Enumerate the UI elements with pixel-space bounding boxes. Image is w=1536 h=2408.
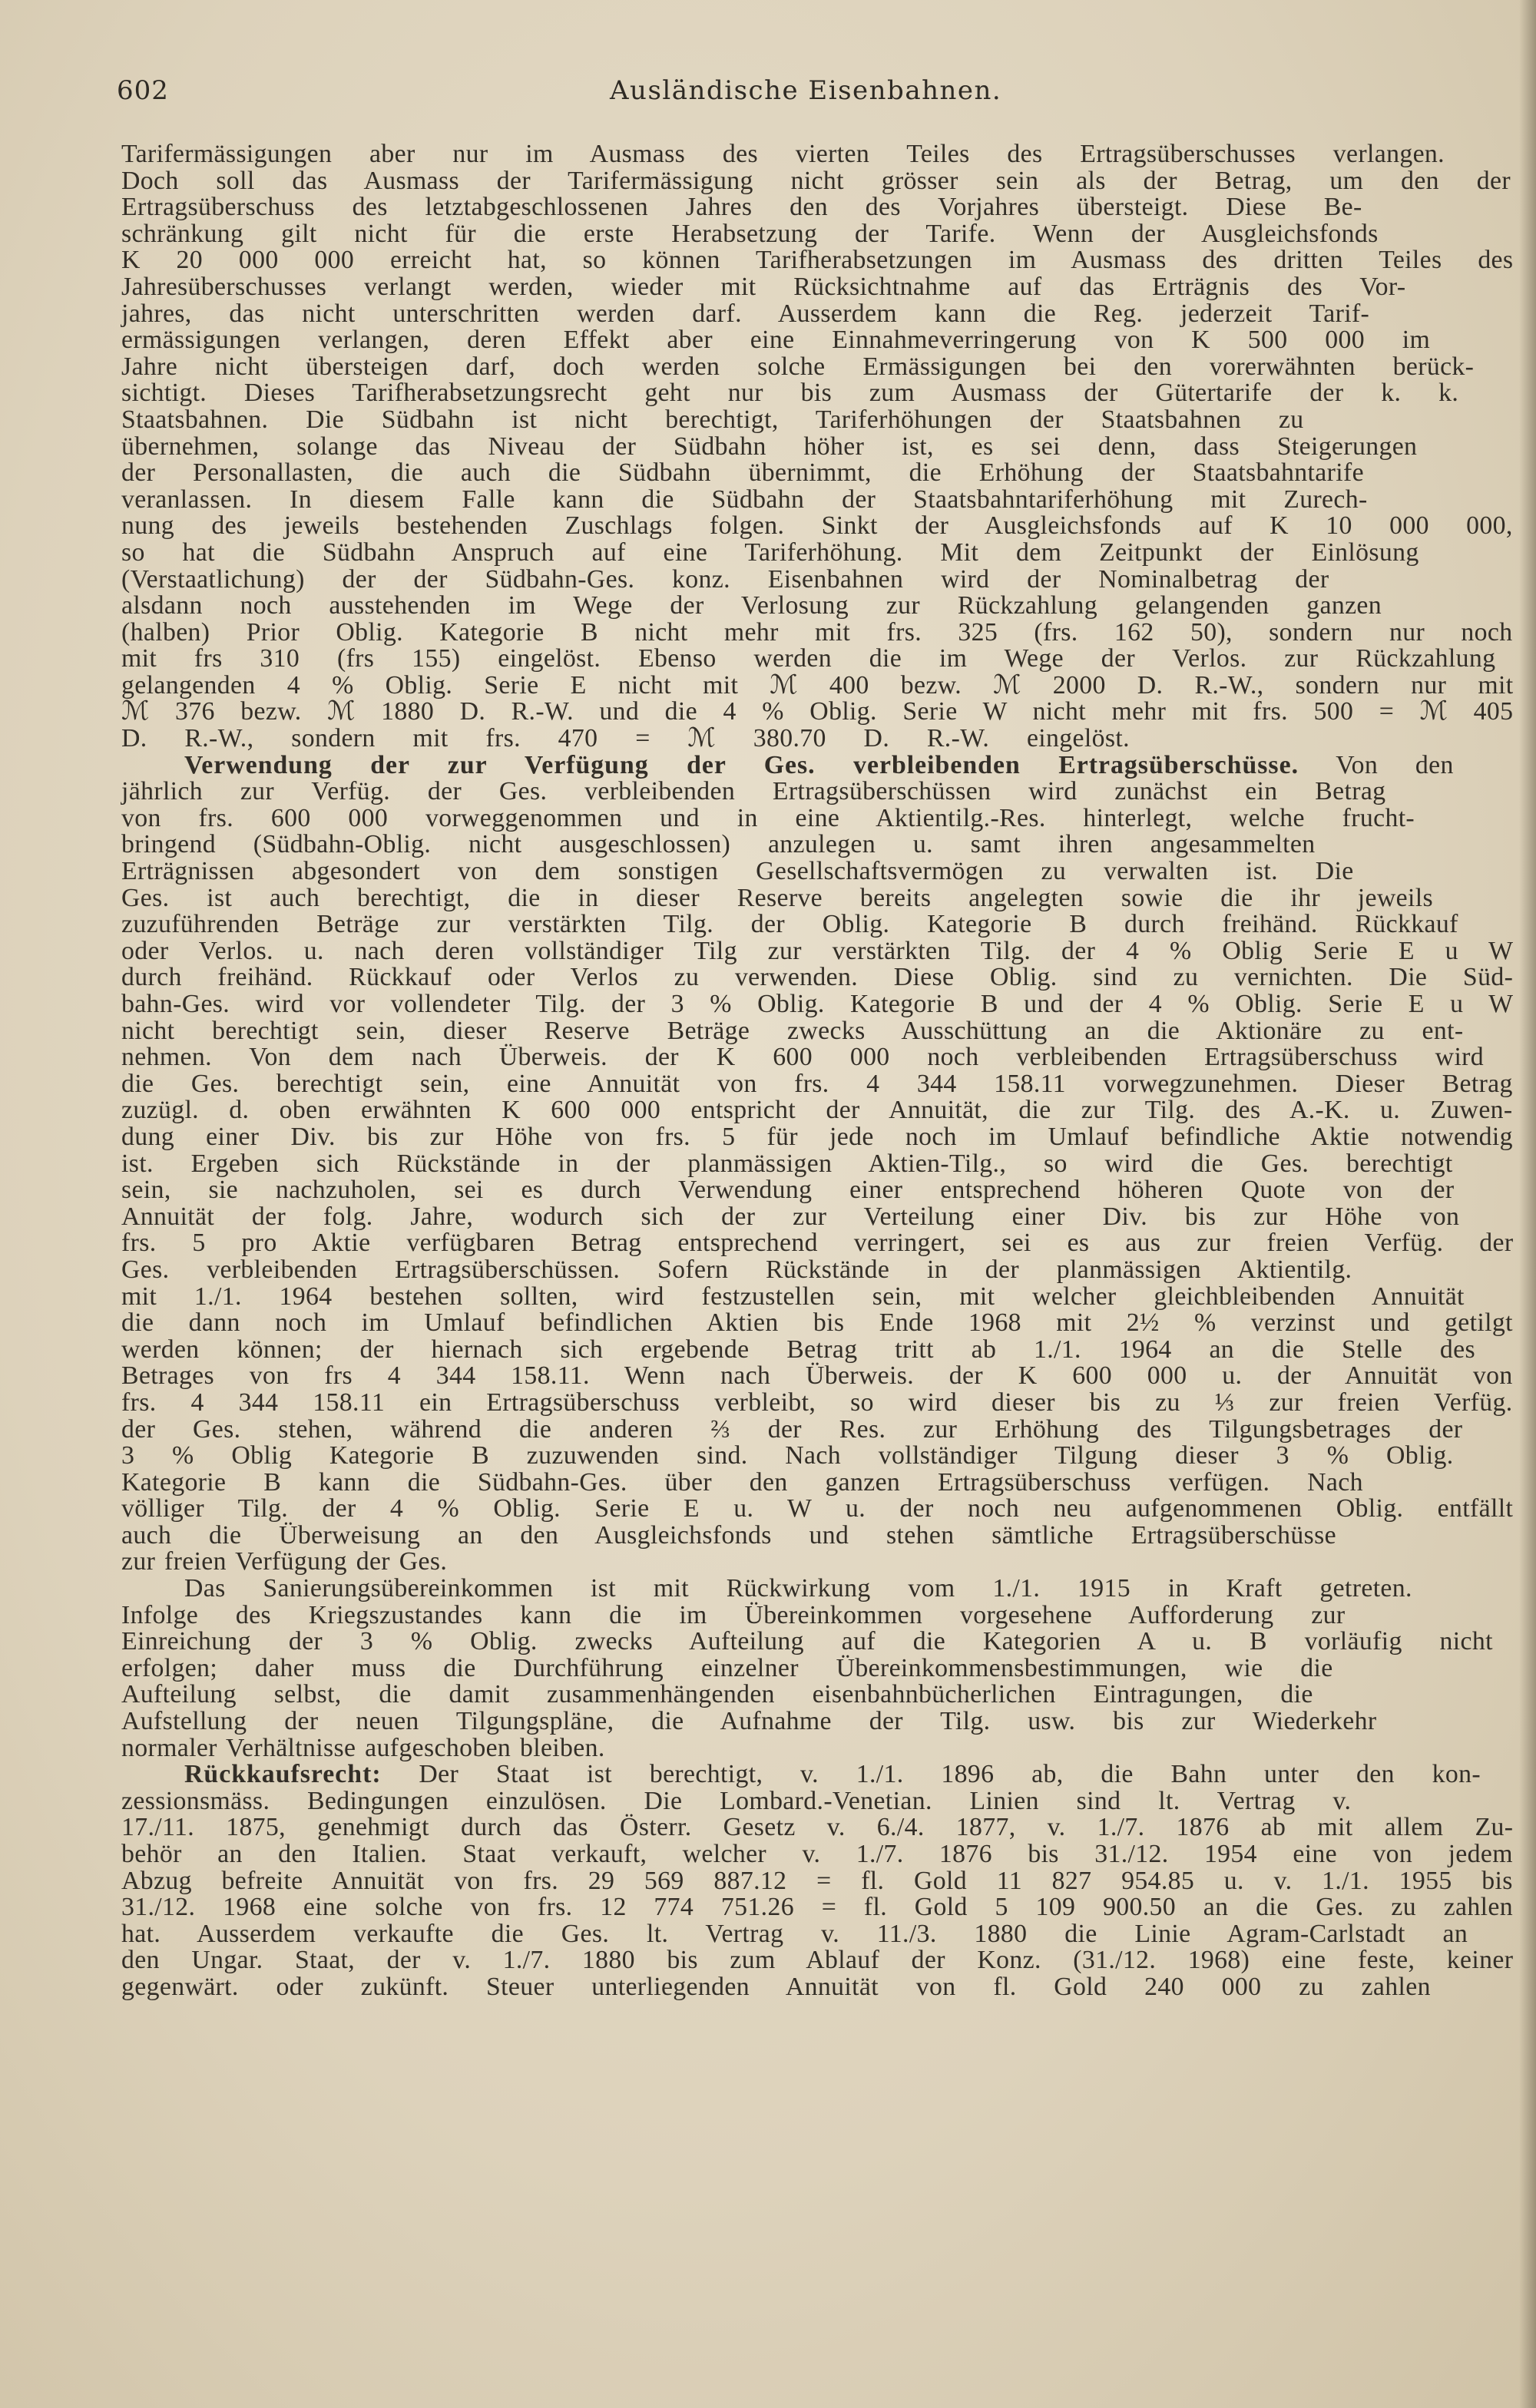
section-heading-rest: Von den [1299, 750, 1454, 779]
text-line: D. R.-W., sondern mit frs. 470 = ℳ 380.70 D. R.-W. eingelöst. [121, 724, 1130, 753]
running-head: Ausländische Eisenbahnen. [610, 75, 1002, 106]
text-line: (halben) Prior Oblig. Kategorie B nicht mehr mit frs. 325 (frs. 162 50), sondern nur noch [121, 617, 1513, 647]
text-line: Tarifermässigungen aber nur im Ausmass des vierten Teiles des Ertragsüberschusses verlangen. [121, 140, 1445, 168]
text-line: bahn-Ges. wird vor vollendeter Tilg. der 3 % Oblig. Kategorie B und der 4 % Oblig. Serie E u W [121, 990, 1514, 1018]
text-line: Das Sanierungsübereinkommen ist mit Rückwirkung vom 1./1. 1915 in Kraft getreten. [184, 1574, 1412, 1603]
text-line: ermässigungen verlangen, deren Effekt aber eine Einnahmeverringerung von K 500 000 im [121, 326, 1431, 355]
body-text [121, 141, 1513, 2001]
text-line: ist. Ergeben sich Rückstände in der planmässigen Aktien-Tilg., so wird die Ges. berechtigt [121, 1149, 1453, 1178]
text-line: oder Verlos. u. nach deren vollständiger Tilg zur verstärkten Tilg. der 4 % Oblig Serie E u W [121, 936, 1514, 965]
text-line: normaler Verhältnisse aufgeschoben bleiben. [121, 1733, 605, 1762]
text-line: Jahre nicht übersteigen darf, doch werden solche Ermässigungen bei den vorerwähnten berück- [121, 352, 1475, 381]
text-line: Einreichung der 3 % Oblig. zwecks Aufteilung auf die Kategorien A u. B vorläufig nicht [121, 1627, 1493, 1656]
text-line: K 20 000 000 erreicht hat, so können Tarifherabsetzungen im Ausmass des dritten Teiles des [121, 246, 1514, 275]
text-line: nung des jeweils bestehenden Zuschlags folgen. Sinkt der Ausgleichsfonds auf K 10 000 000, [121, 511, 1513, 541]
text-line: der Personallasten, die auch die Südbahn übernimmt, die Erhöhung der Staatsbahntarife [121, 458, 1364, 488]
text-line: gegenwärt. oder zukünft. Steuer unterliegenden Annuität von fl. Gold 240 000 zu zahlen [121, 1972, 1431, 2001]
text-line: den Ungar. Staat, der v. 1./7. 1880 bis zum Ablauf der Konz. (31./12. 1968) eine feste, keiner [121, 1946, 1514, 1975]
text-line: ℳ 376 bezw. ℳ 1880 D. R.-W. und die 4 % Oblig. Serie W nicht mehr mit frs. 500 = ℳ 405 [121, 697, 1514, 726]
text-line: nehmen. Von dem nach Überweis. der K 600 000 noch verbleibenden Ertragsüberschuss wird [121, 1043, 1485, 1072]
text-line: Ertragsüberschuss des letztabgeschlossenen Jahres den des Vorjahres übersteigt. Diese Be- [121, 193, 1362, 222]
text-line: sein, sie nachzuholen, sei es durch Verwendung einer entsprechend höheren Quote von der [121, 1176, 1455, 1205]
text-line: werden können; der hiernach sich ergebende Betrag tritt ab 1./1. 1964 an die Stelle des [121, 1335, 1475, 1364]
text-line: nicht berechtigt sein, dieser Reserve Beträge zwecks Ausschüttung an die Aktionäre zu ent- [121, 1016, 1464, 1045]
text-line: zessionsmäss. Bedingungen einzulösen. Die Lombard.-Venetian. Linien sind lt. Vertrag v. [121, 1786, 1352, 1815]
text-line: durch freihänd. Rückkauf oder Verlos zu verwenden. Diese Oblig. sind zu vernichten. Die Süd- [121, 963, 1514, 992]
text-line: Jahresüberschusses verlangt werden, wieder mit Rücksichtnahme auf das Erträgnis des Vor- [121, 272, 1406, 301]
text-line: 3 % Oblig Kategorie B zuzuwenden sind. Nach vollständiger Tilgung dieser 3 % Oblig. [121, 1441, 1454, 1470]
text-line: 31./12. 1968 eine solche von frs. 12 774 751.26 = fl. Gold 5 109 900.50 an die Ges. zu zahlen [121, 1893, 1513, 1922]
text-line: sichtigt. Dieses Tarifherabsetzungsrecht geht nur bis zum Ausmass der Gütertarife der k. k. [121, 379, 1459, 408]
text-line: zuzuführenden Beträge zur verstärkten Tilg. der Oblig. Kategorie B durch freihänd. Rückkauf [121, 910, 1458, 939]
text-line: Ges. verbleibenden Ertragsüberschüssen. Sofern Rückstände in der planmässigen Aktientilg. [121, 1255, 1352, 1284]
text-line: schränkung gilt nicht für die erste Herabsetzung der Tarife. Wenn der Ausgleichsfonds [121, 219, 1379, 248]
text-line: Infolge des Kriegszustandes kann die im Übereinkommen vorgesehene Aufforderung zur [121, 1600, 1346, 1629]
text-line: Staatsbahnen. Die Südbahn ist nicht berechtigt, Tariferhöhungen der Staatsbahnen zu [121, 405, 1304, 434]
text-line: zuzügl. d. oben erwähnten K 600 000 entspricht der Annuität, die zur Tilg. des A.-K. u. Zuwen- [121, 1096, 1513, 1125]
text-line: veranlassen. In diesem Falle kann die Südbahn der Staatsbahntariferhöhung mit Zurech- [121, 485, 1368, 514]
text-line: mit frs 310 (frs 155) eingelöst. Ebenso werden die im Wege der Verlos. zur Rückzahlung [121, 644, 1496, 673]
text-line: behör an den Italien. Staat verkauft, welcher v. 1./7. 1876 bis 31./12. 1954 eine von jedem [121, 1840, 1513, 1868]
text-line: hat. Ausserdem verkaufte die Ges. lt. Vertrag v. 11./3. 1880 die Linie Agram-Carlstadt an [121, 1919, 1468, 1948]
text-line: von frs. 600 000 vorweggenommen und in eine Aktientilg.-Res. hinterlegt, welche frucht- [121, 803, 1415, 832]
text-line: 17./11. 1875, genehmigt durch das Österr. Gesetz v. 6./4. 1877, v. 1./7. 1876 ab mit allem Zu- [121, 1813, 1514, 1842]
text-line: der Ges. stehen, während die anderen ⅔ der Res. zur Erhöhung des Tilgungsbetrages der [121, 1414, 1463, 1444]
text-line: erfolgen; daher muss die Durchführung einzelner Übereinkommensbestimmungen, wie die [121, 1653, 1333, 1682]
text-line: frs. 4 344 158.11 ein Ertragsüberschuss verbleibt, so wird dieser bis zu ⅓ zur freien Verfüg. [121, 1388, 1513, 1417]
text-line: jahres, das nicht unterschritten werden darf. Ausserdem kann die Reg. jederzeit Tarif- [121, 299, 1370, 328]
text-line [121, 752, 1513, 779]
text-line: Aufstellung der neuen Tilgungspläne, die Aufnahme der Tilg. usw. bis zur Wiederkehr [121, 1707, 1377, 1736]
text-line: die Ges. berechtigt sein, eine Annuität von frs. 4 344 158.11 vorwegzunehmen. Dieser Betrag [121, 1069, 1513, 1098]
text-line: mit 1./1. 1964 bestehen sollten, wird festzustellen sein, mit welcher gleichbleibenden Annuität [121, 1282, 1465, 1311]
text-line: auch die Überweisung an den Ausgleichsfonds und stehen sämtliche Ertragsüberschüsse [121, 1520, 1336, 1550]
text-line: gelangenden 4 % Oblig. Serie E nicht mit ℳ 400 bezw. ℳ 2000 D. R.-W., sondern nur mit [121, 670, 1514, 700]
section-heading: Verwendung der zur Verfügung der Ges. verbleibenden Ertragsüberschüsse. [184, 750, 1299, 779]
text-line: Annuität der folg. Jahre, wodurch sich der zur Verteilung einer Div. bis zur Höhe von [121, 1202, 1460, 1231]
text-line [121, 1761, 1513, 1788]
text-line: (Verstaatlichung) der der Südbahn-Ges. konz. Eisenbahnen wird der Nominalbetrag der [121, 564, 1329, 594]
text-line: dung einer Div. bis zur Höhe von frs. 5 für jede noch im Umlauf befindliche Aktie notwendig [121, 1122, 1513, 1151]
section-heading: Rückkaufsrecht: [184, 1760, 382, 1789]
text-line: übernehmen, solange das Niveau der Südbahn höher ist, es sei denn, dass Steigerungen [121, 432, 1418, 461]
page-number: 602 [117, 75, 169, 106]
text-line: jährlich zur Verfüg. der Ges. verbleibenden Ertragsüberschüssen wird zunächst ein Betrag [121, 777, 1386, 806]
text-line: völliger Tilg. der 4 % Oblig. Serie E u. W u. der noch neu aufgenommenen Oblig. entfällt [121, 1494, 1514, 1523]
text-line: Aufteilung selbst, die damit zusammenhängenden eisenbahnbücherlichen Eintragungen, die [121, 1680, 1313, 1709]
text-line: bringend (Südbahn-Oblig. nicht ausgeschlossen) anzulegen u. samt ihren angesammelten [121, 830, 1316, 859]
text-line: die dann noch im Umlauf befindlichen Aktien bis Ende 1968 mit 2½ % verzinst und getilgt [121, 1308, 1513, 1338]
text-line: Kategorie B kann die Südbahn-Ges. über den ganzen Ertragsüberschuss verfügen. Nach [121, 1467, 1363, 1497]
text-line: Doch soll das Ausmass der Tarifermässigung nicht grösser sein als der Betrag, um den der [121, 166, 1511, 195]
section-heading-rest: Der Staat ist berechtigt, v. 1./1. 1896 ab, die Bahn unter den kon- [381, 1760, 1481, 1789]
page-header [117, 68, 1513, 114]
text-line: zur freien Verfügung der Ges. [121, 1547, 448, 1576]
text-line: Ges. ist auch berechtigt, die in dieser Reserve bereits angelegten sowie die ihr jeweils [121, 883, 1433, 912]
text-line: alsdann noch ausstehenden im Wege der Verlosung zur Rückzahlung gelangenden ganzen [121, 591, 1382, 620]
text-line: so hat die Südbahn Anspruch auf eine Tariferhöhung. Mit dem Zeitpunkt der Einlösung [121, 538, 1419, 567]
text-line: Erträgnissen abgesondert von dem sonstigen Gesellschaftsvermögen zu verwalten ist. Die [121, 857, 1354, 886]
text-line: Betrages von frs 4 344 158.11. Wenn nach Überweis. der K 600 000 u. der Annuität von [121, 1361, 1513, 1391]
text-line: Abzug befreite Annuität von frs. 29 569 887.12 = fl. Gold 11 827 954.85 u. v. 1./1. 1955 bis [121, 1866, 1513, 1895]
text-line: frs. 5 pro Aktie verfügbaren Betrag entsprechend verringert, sei es aus zur freien Verfüg. der [121, 1229, 1514, 1258]
